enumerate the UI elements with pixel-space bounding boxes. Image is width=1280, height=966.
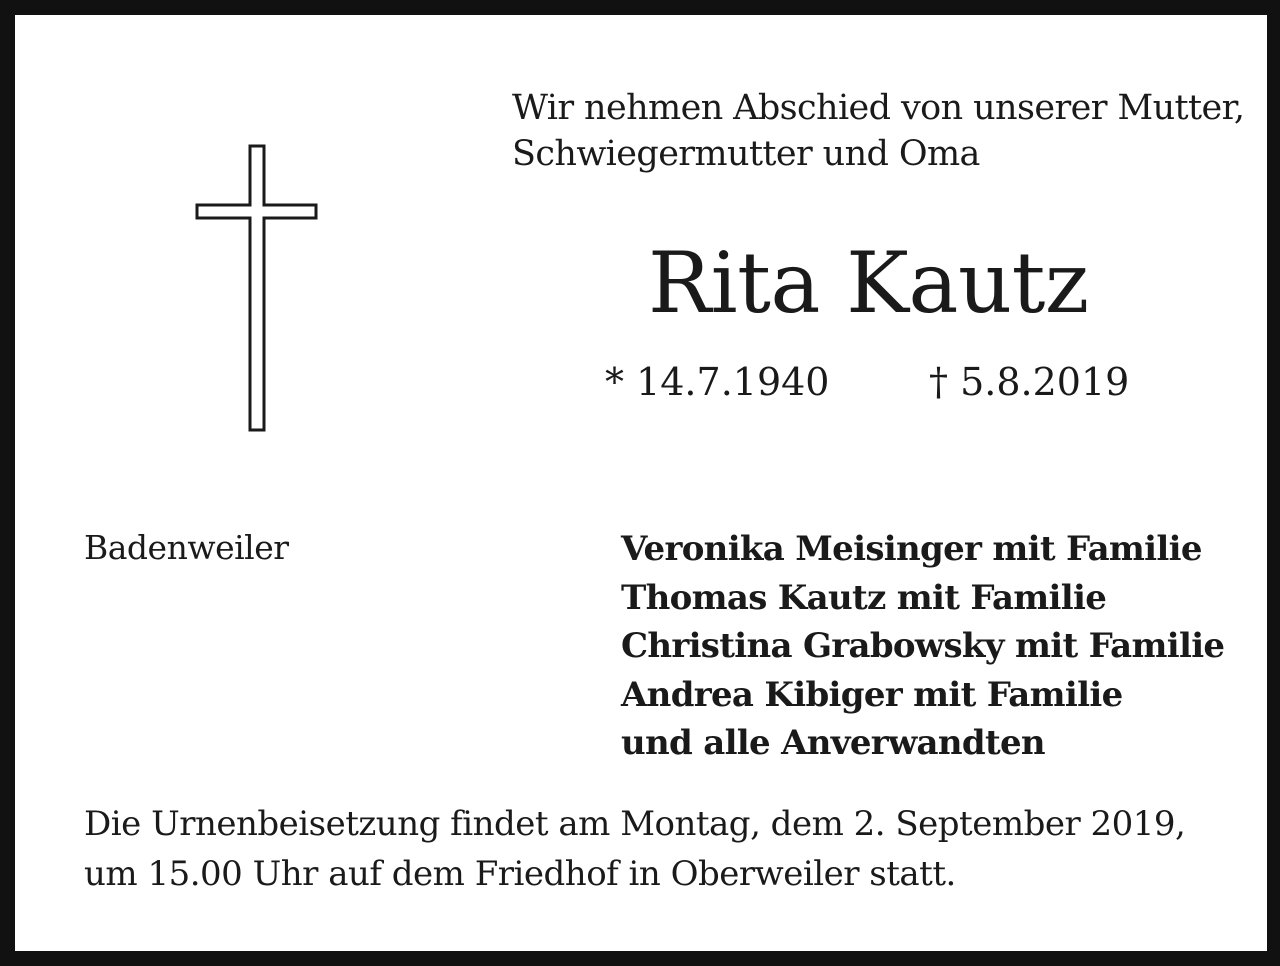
mourner-line: Thomas Kautz mit Familie (621, 577, 1107, 618)
mourner-line: Andrea Kibiger mit Familie (621, 674, 1123, 715)
mourner-line: und alle Anverwandten (621, 723, 1045, 763)
place-name: Badenweiler (84, 528, 289, 567)
intro-line-2: Schwiegermutter und Oma (512, 134, 980, 174)
cross-icon (194, 144, 320, 433)
ceremony-details (84, 799, 1185, 899)
mourners-list (621, 525, 1224, 768)
mourner-line: Veronika Meisinger mit Familie (621, 529, 1202, 569)
death-date: † 5.8.2019 (929, 360, 1130, 404)
intro-line-1: Wir nehmen Abschied von unserer Mutter, (512, 88, 1245, 128)
mourner-line: Christina Grabowsky mit Familie (621, 626, 1225, 666)
ceremony-line-1: Die Urnenbeisetzung findet am Montag, dem 2. September 2019, (84, 804, 1186, 844)
birth-date: * 14.7.1940 (605, 360, 830, 404)
deceased-name: Rita Kautz (648, 234, 1089, 332)
ceremony-line-2: um 15.00 Uhr auf dem Friedhof in Oberweiler statt. (84, 854, 956, 894)
intro-text (512, 85, 1244, 177)
